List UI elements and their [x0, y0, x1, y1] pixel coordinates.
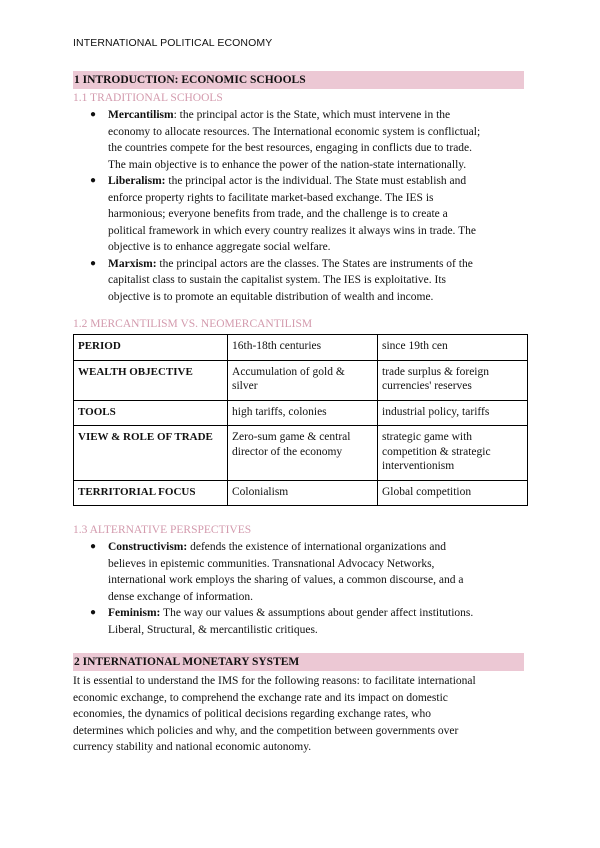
bullet-icon: ●: [90, 175, 97, 186]
text-line: the countries compete for the best resources, engaging in conflicts due to trade.: [108, 142, 473, 154]
section-2-heading: 2 INTERNATIONAL MONETARY SYSTEM: [73, 653, 524, 671]
row-label: PERIOD: [74, 335, 228, 361]
alternative-perspectives-list: [73, 539, 528, 638]
text-line: dense exchange of information.: [108, 590, 253, 603]
term: Feminism:: [108, 607, 161, 619]
text-line: Liberal, Structural, & mercantilistic critiques.: [108, 623, 318, 636]
mercantilism-cell: high tariffs, colonies: [228, 400, 378, 426]
text-line: objective is to promote an equitable distribution of wealth and income.: [108, 290, 434, 303]
section-1-2-heading: 1.2 MERCANTILISM VS. NEOMERCANTILISM: [73, 318, 313, 330]
mercantilism-cell: Colonialism: [228, 480, 378, 506]
mercantilism-cell: Zero-sum game & central director of the economy: [228, 426, 378, 481]
text-line: harmonious; everyone benefits from trade, and the challenge is to create a: [108, 208, 448, 220]
neomercantilism-cell: trade surplus & foreign currencies' reserves: [378, 360, 528, 400]
mercantilism-cell: 16th-18th centuries: [228, 335, 378, 361]
neomercantilism-cell: industrial policy, tariffs: [378, 400, 528, 426]
running-header: INTERNATIONAL POLITICAL ECONOMY: [73, 37, 273, 49]
term: Liberalism:: [108, 175, 166, 187]
neomercantilism-cell: since 19th cen: [378, 335, 528, 361]
text-line: currency stability and national economic autonomy.: [73, 741, 312, 753]
row-label: VIEW & ROLE OF TRADE: [74, 426, 228, 481]
text-line: defends the existence of international organizations and: [187, 541, 446, 553]
text-line: capitalist class to sustain the capitalist system. The IES is exploitative. Its: [108, 274, 447, 286]
term: Marxism:: [108, 257, 157, 270]
text-line: objective is to enhance aggregate social welfare.: [108, 241, 331, 253]
table-row: [74, 335, 528, 361]
table-row: [74, 426, 528, 481]
text-line: economies, the dynamics of political decisions regarding exchange rates, who: [73, 708, 431, 720]
list-item: [73, 256, 528, 306]
section-1-3-heading: 1.3 ALTERNATIVE PERSPECTIVES: [73, 524, 252, 536]
list-item: [73, 173, 528, 256]
table-row: [74, 480, 528, 506]
comparison-table: [73, 334, 528, 506]
text-line: believes in epistemic communities. Transnational Advocacy Networks,: [108, 557, 435, 570]
text-line: The way our values & assumptions about gender affect institutions.: [160, 607, 474, 619]
text-line: determines which policies and why, and the competition between governments over: [73, 724, 459, 737]
text-line: international work employs the sharing of values, a common discourse, and a: [108, 574, 464, 586]
text-line: The main objective is to enhance the power of the nation-state internationally.: [108, 158, 467, 171]
page-content: [73, 71, 528, 756]
list-item: [73, 605, 528, 638]
bullet-icon: ●: [90, 541, 97, 552]
text-line: It is essential to understand the IMS for the following reasons: to facilitate international: [73, 675, 476, 687]
neomercantilism-cell: strategic game with competition & strategic interventionism: [378, 426, 528, 481]
section-1-heading: 1 INTRODUCTION: ECONOMIC SCHOOLS: [73, 71, 524, 89]
term: Constructivism:: [108, 541, 188, 553]
bullet-icon: ●: [90, 257, 97, 269]
row-label: TERRITORIAL FOCUS: [74, 480, 228, 506]
text-line: enforce property rights to facilitate market-based exchange. The IES is: [108, 191, 434, 204]
neomercantilism-cell: Global competition: [378, 480, 528, 506]
text-line: economy to allocate resources. The International economic system is conflictual;: [108, 125, 481, 138]
section-1-1-heading: 1.1 TRADITIONAL SCHOOLS: [73, 92, 223, 104]
traditional-schools-list: [73, 107, 528, 305]
text-line: : the principal actor is the State, which must intervene in the: [173, 109, 451, 121]
term: Mercantilism: [108, 109, 174, 121]
row-label: TOOLS: [74, 400, 228, 426]
table-row: [74, 360, 528, 400]
row-label: WEALTH OBJECTIVE: [74, 360, 228, 400]
text-line: the principal actor is the individual. The State must establish and: [165, 175, 467, 187]
text-line: the principal actors are the classes. The States are instruments of the: [156, 257, 473, 270]
text-line: political framework in which every country realizes it always wins in trade. The: [108, 224, 476, 237]
list-item: [73, 539, 528, 605]
section-2-paragraph: [73, 673, 528, 756]
text-line: economic exchange, to comprehend the exchange rate and its impact on domestic: [73, 691, 448, 704]
mercantilism-cell: Accumulation of gold & silver: [228, 360, 378, 400]
list-item: [73, 107, 528, 173]
table-row: [74, 400, 528, 426]
bullet-icon: ●: [90, 109, 97, 120]
bullet-icon: ●: [90, 607, 97, 618]
